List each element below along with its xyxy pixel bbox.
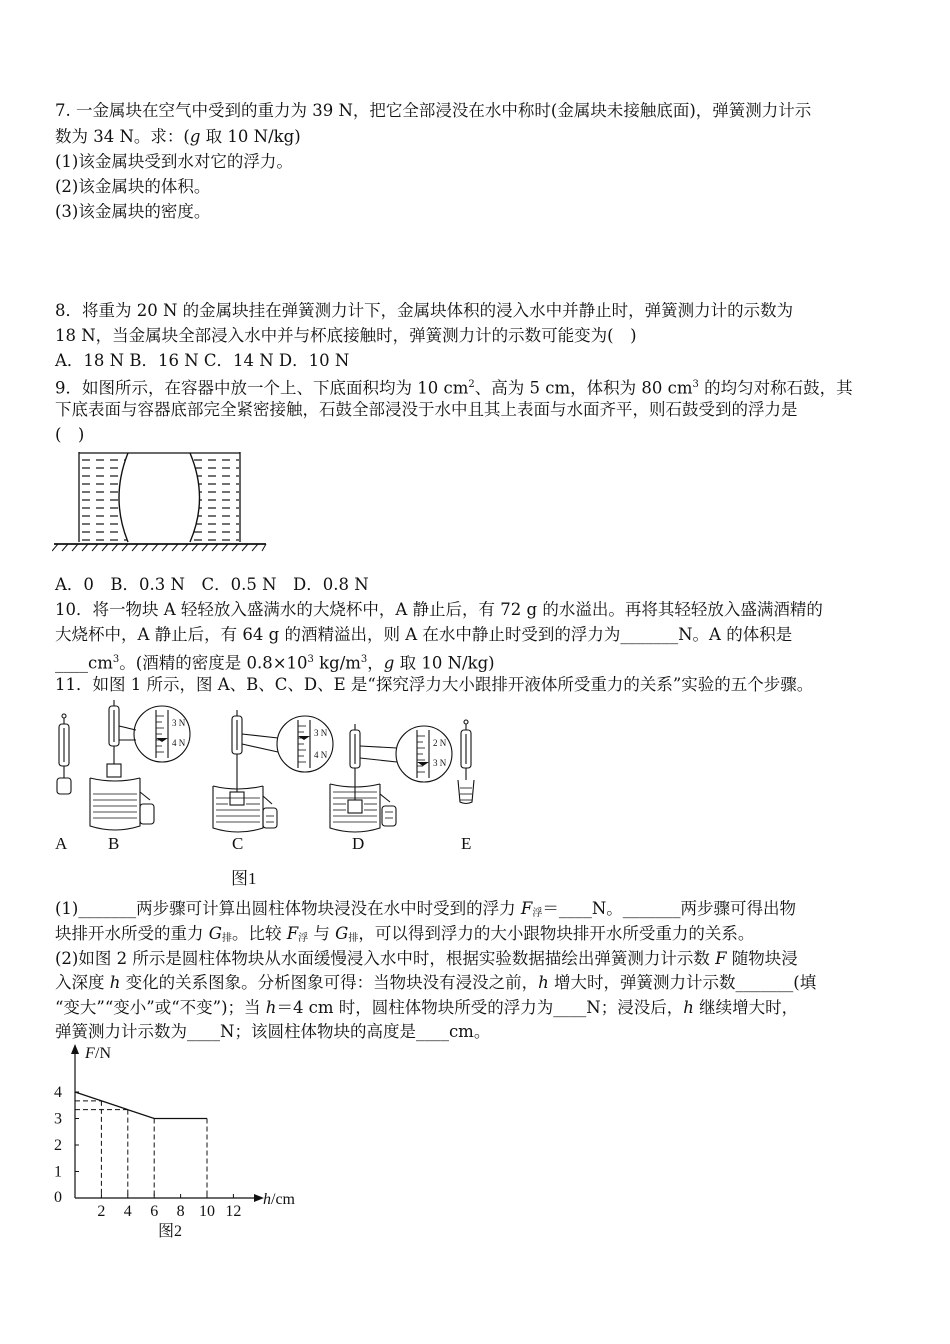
q7-line1: 7. 一金属块在空气中受到的重力为 39 N，把它全部浸没在水中称时(金属块未接触底面)，弹簧测力计示: [55, 101, 812, 120]
y-tick-label-3: 3: [54, 1110, 62, 1128]
q7-sub2: (2)该金属块的体积。: [55, 177, 211, 196]
x-tick-label-8: 8: [176, 1203, 185, 1220]
x-axis-label-unit: /cm: [271, 1191, 295, 1208]
y-tick-label-4: 4: [54, 1084, 62, 1101]
y-tick-label-2: 2: [54, 1137, 62, 1154]
q11-line1: 11．如图 1 所示，图 A、B、C、D、E 是“探究浮力大小跟排开液体所受重力的关系”实验的五个步骤。: [55, 675, 814, 694]
q11-p2-line3: “变大”“变小”或“不变”)；当 h＝4 cm 时，圆柱体物块所受的浮力为____N；浸没后，h 继续增大时，: [55, 998, 799, 1017]
q11-figure1: [50, 696, 490, 892]
q11-p1-line2: 块排开水所受的重力 $G_排$。比较 $F_浮$ 与 $G_排$，可以得到浮力的大小跟物块排开水所受重力的关系。: [55, 924, 755, 944]
fig1-letter-d: D: [352, 834, 365, 853]
q9-line3: ( ): [55, 425, 85, 444]
q11-p1-line1: (1)_______两步骤可计算出圆柱体物块浸没在水中时受到的浮力 $F_浮=\_\_\_\_N$。_______两步骤可得出物: [55, 899, 797, 919]
zoom-b-label-top: 3 N: [172, 718, 186, 728]
zoom-c-label-bottom: 4 N: [314, 750, 328, 760]
origin-label: 0: [54, 1189, 62, 1206]
series-line-F: [75, 1092, 207, 1119]
y-axis-label-unit: /N: [95, 1045, 111, 1062]
q10-line1: 10．将一物块 A 轻轻放入盛满水的大烧杯中，A 静止后，有 72 g 的水溢出。再将其轻轻放入盛满酒精的: [55, 600, 823, 619]
x-tick-label-12: 12: [225, 1203, 242, 1220]
q11-p2-line2: 入深度 h 变化的关系图象。分析图象可得：当物块没有浸没之前，h 增大时，弹簧测力计示数_______(填: [55, 973, 817, 992]
q9-line2: 下底表面与容器底部完全紧密接触，石鼓全部浸没于水中且其上表面与水面齐平，则石鼓受到的浮力是: [55, 400, 798, 419]
q10-line3: $\_\_\_\_cm^3$。(酒精的密度是 $0.8\times 10^3$ $kg/m^3$，g 取 10 N/kg): [55, 653, 495, 673]
x-tick-label-6: 6: [150, 1203, 159, 1220]
fig1-caption: 图1: [231, 869, 257, 888]
x-tick-label-2: 2: [97, 1203, 106, 1220]
q8-line1: 8．将重为 20 N 的金属块挂在弹簧测力计下，金属块体积的浸入水中并静止时，弹簧测力计的示数为: [55, 301, 794, 320]
q7-sub1: (1)该金属块受到水对它的浮力。: [55, 152, 293, 171]
fig1-letter-a: A: [55, 834, 68, 853]
x-axis-label-var: h: [263, 1191, 271, 1208]
fig1-letter-c: C: [232, 834, 244, 853]
y-axis-label-var: F: [85, 1045, 95, 1062]
q11-p2-line4: 弹簧测力计示数为____N；该圆柱体物块的高度是____cm。: [55, 1022, 491, 1041]
zoom-d-label-bottom: 3 N: [433, 758, 447, 768]
q8-options: A．18 N B．16 N C．14 N D．10 N: [55, 351, 350, 370]
fig2-caption: 图2: [158, 1223, 183, 1240]
x-tick-label-4: 4: [123, 1203, 132, 1220]
q7-sub3: (3)该金属块的密度。: [55, 202, 211, 221]
zoom-b-label-bottom: 4 N: [172, 738, 186, 748]
zoom-d-label-top: 2 N: [433, 738, 447, 748]
fig1-step-e: [458, 720, 474, 804]
y-tick-label-1: 1: [54, 1163, 62, 1181]
fig1-letter-e: E: [461, 834, 472, 853]
fig1-step-a: [57, 714, 71, 794]
q7-line2: 数为 34 N。求：(g 取 10 N/kg): [55, 127, 301, 146]
q10-line2: 大烧杯中，A 静止后，有 64 g 的酒精溢出，则 A 在水中静止时受到的浮力为_______N。A 的体积是: [55, 625, 793, 644]
fig1-letter-b: B: [108, 834, 120, 853]
zoom-c-label-top: 3 N: [314, 728, 328, 738]
q9-line1: 9．如图所示，在容器中放一个上、下底面积均为 10 $cm^2$、高为 5 cm，体积为 80 $cm^3$ 的均匀对称石鼓，其: [55, 378, 853, 398]
fig2-chart: [45, 1040, 315, 1245]
q8-line2: 18 N，当金属块全部浸入水中并与杯底接触时，弹簧测力计的示数可能变为( ): [55, 326, 637, 345]
y-axis-arrow: [71, 1044, 79, 1054]
x-tick-label-10: 10: [199, 1203, 215, 1220]
q9-drum-container-figure: [52, 448, 272, 553]
q9-options: A．0 B．0.3 N C．0.5 N D．0.8 N: [55, 575, 369, 594]
q11-p2-line1: (2)如图 2 所示是圆柱体物块从水面缓慢浸入水中时，根据实验数据描绘出弹簧测力计示数 F 随物块浸: [55, 949, 798, 968]
